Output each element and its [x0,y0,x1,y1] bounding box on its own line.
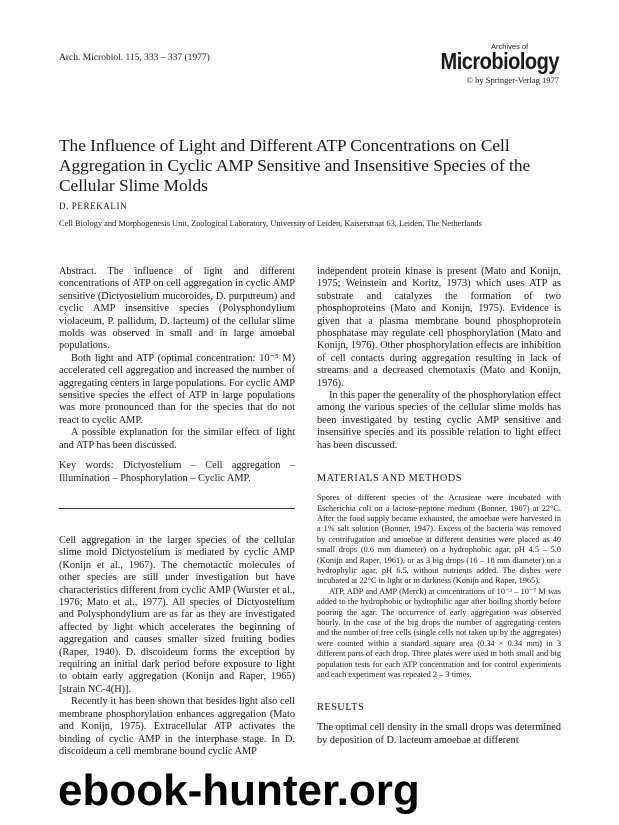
copyright: © by Springer-Verlag 1977 [466,75,559,85]
results-heading: RESULTS [317,702,365,714]
logo-small-text: Archives of [491,42,529,51]
keywords: Key words: Dictyostelium – Cell aggregation – Illumination – Phosphorylation – Cyclic AMP. [59,460,295,484]
body-paragraph: In this paper the generality of the phosphorylation effect among the various species of the cellular slime molds has been investigated by testing cyclic AMP sensitive and insensitive species and its possible relation to light effect has been discussed. [317,390,561,451]
results-paragraph: The optimal cell density in the small drops was determined by deposition of D. lacteum amoebae at different [317,722,561,746]
introduction [59,535,295,758]
methods-paragraph: Spores of different species of the Acrasieae were incubated with Escherichia coli on a lactose-peptone medium (Bonner, 1967) at 22°C. After the food supply became exhausted, the amoebae were harvested in a 1% salt solution (Bonner, 1947). Excess of the bacteria was removed by centrifugation and amoebae at different densities were placed as 40 small drops (0.6 mm diameter) on a hydrophobic agar, pH 4.5 – 5.0 (Konijn and Raper, 1961), or as 3 big drops (16 – 18 mm diameter) on a hydrophylic agar, pH 6.5, without nutrients added. The dishes were incubated at 22°C in light or in darkness (Konijn and Raper, 1965). [317,493,561,586]
methods-heading: MATERIALS AND METHODS [317,473,462,485]
methods-paragraph: ATP, ADP and AMP (Merck) at concentrations of 10⁻³ – 10⁻⁷ M was added to the hydrophobic or hydrophilic agar after boiling shortly before pooring the agar. The occurrence of early aggregation was observed hourly. In the case of the big drops the number of aggregating centers and the number of free cells (single cells not taken up by the aggregates) were counted within a standard square area (0.34 × 0.34 mm) in 3 different parts of each drop. Three plates were used in both small and big population tests for each ATP concentration and for control experiments and each experiment was repeated 2 – 3 times. [317,586,561,679]
abstract-paragraph: A possible explanation for the similar effect of light and ATP has been discussed. [59,427,295,451]
abstract [59,266,295,485]
intro-paragraph: Cell aggregation in the larger species of the cellular slime mold Dictyostelium is mediated by cyclic AMP (Konijn et al., 1967). The chemotactic molecules of other species are still under investigation but have characteristics different from cyclic AMP (Wurster et al., 1976; Mato et al., 1977). All species of Dictyostelium and Polysphondylium are as far as they are investigated affected by light which accelerates the beginning of aggregation and causes smaller sized fruiting bodies (Raper, 1940). D. discoideum forms the exception by requiring an initial dark period before exposure to light to obtain early aggregation (Konijn and Raper, 1965) [strain NC-4(H)]. [59,535,295,695]
right-column [317,266,561,747]
author: D. PEREKALIN [59,201,128,211]
affiliation: Cell Biology and Morphogenesis Unit, Zoological Laboratory, University of Leiden, Kaiserstraat 63, Leiden, The Netherlands [59,219,482,228]
logo-title: Microbiology [440,49,559,75]
intro-paragraph: Recently it has been shown that besides light also cell membrane phosphorylation enhances aggregation (Mato and Konijn, 1975). Extracellular ATP activates the binding of cyclic AMP in the interphase stage. In D. discoideum a cell membrane bound cyclic AMP [59,696,295,757]
abstract-paragraph: Both light and ATP (optimal concentration: 10⁻⁵ M) accelerated cell aggregation and increased the number of aggregating centers in large populations. For cyclic AMP sensitive species the effect of ATP in large populations was more pronounced than for the species that do not react to cyclic AMP. [59,352,295,426]
journal-logo [419,42,559,85]
section-divider [59,508,295,509]
paper-title: The Influence of Light and Different ATP Concentrations on Cell Aggregation in Cyclic AMP Sensitive and Insensitive Species of the Cellular Slime Molds [59,136,531,195]
journal-citation: Arch. Microbiol. 115, 333 – 337 (1977) [59,53,210,63]
abstract-paragraph: Abstract. The influence of light and different concentrations of ATP on cell aggregation in cyclic AMP sensitive (Dictyostelium mucoroides, D. purpureum) and cyclic AMP insensitive species (Polysphondylium violaceum, P. pallidum, D. lacteum) of the cellular slime molds was observed in small and in large amoebal populations. [59,266,295,352]
watermark: ebook-hunter.org [58,766,420,815]
body-paragraph: independent protein kinase is present (Mato and Konijn, 1975; Weinstein and Koritz, 1973) which uses ATP as substrate and catalyzes the formation of two phosphoproteins (Mato and Konijn, 1975). Evidence is given that a plasma membrane bound phosphoprotein phosphatase may regulate cell phosphorylation (Mato and Konijn, 1976). Other phosphorylation effects are inhibition of cell contacts during aggregation resulting in lack of streams and a decreased chemotaxis (Mato and Konijn, 1976). [317,266,561,389]
